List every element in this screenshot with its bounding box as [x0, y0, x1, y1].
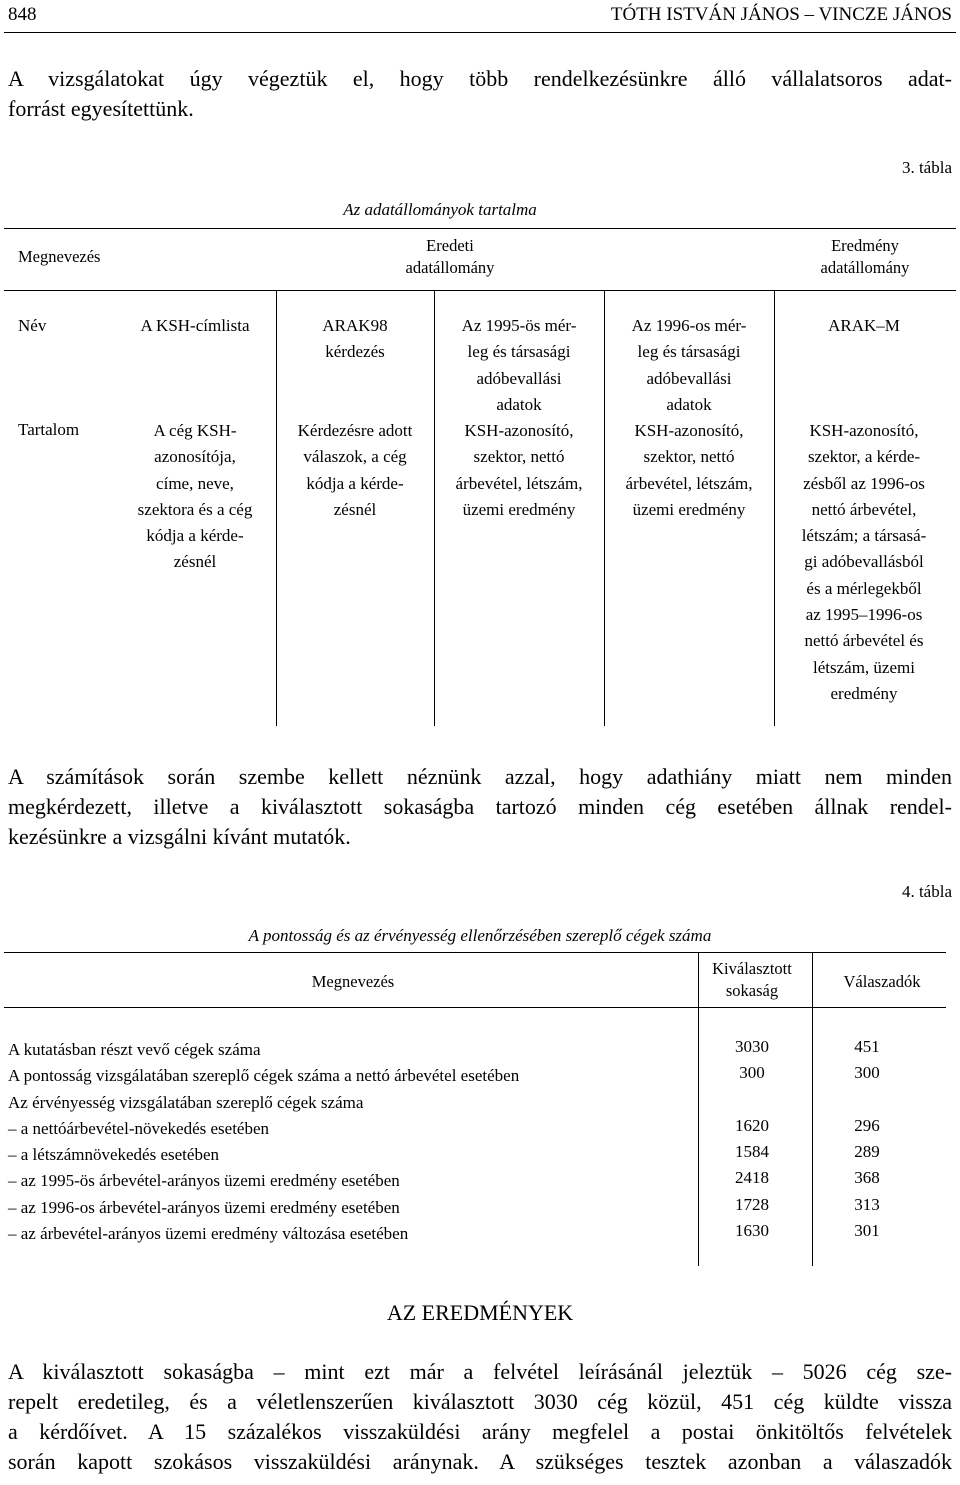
cell-nev-arak-m: ARAK–M: [828, 316, 900, 335]
table-row-label: – a létszámnövekedés esetében: [8, 1145, 219, 1164]
table-4-title: A pontosság és az érvényesség ellenőrzésében szereplő cégek száma: [248, 926, 712, 945]
table-cell-kivalasztott: 1620: [735, 1116, 769, 1135]
table-3-label: 3. tábla: [901, 158, 952, 177]
table-row-label: – az 1995-ös árbevétel-arányos üzemi eredmény esetében: [8, 1171, 400, 1190]
table-cell-valaszadok: 300: [854, 1063, 880, 1082]
table-cell-kivalasztott: 300: [739, 1063, 765, 1082]
final-line: A kiválasztott sokaságba – mint ezt már a felvétel leírásánál jeleztük – 5026 cég sze-: [8, 1359, 952, 1384]
cell-nev-1996: Az 1996-os mér- leg és társasági adóbevallási adatok: [631, 316, 747, 414]
table-4-col-megnevezes: Megnevezés: [311, 972, 395, 991]
cell-nev-ksh-cimlista: A KSH-címlista: [140, 316, 250, 335]
table-3-header-rule: [4, 290, 956, 291]
table-3-top-rule: [4, 228, 956, 229]
cell-tartalom-arak98: Kérdezésre adott válaszok, a cég kódja a kérde- zésnél: [297, 421, 413, 519]
intro-line: forrást egyesítettünk.: [8, 96, 194, 121]
cell-nev-arak98: ARAK98 kérdezés: [322, 316, 388, 362]
middle-line: A számítások során szembe kellett néznünk azzal, hogy adathiány miatt nem minden: [8, 764, 952, 789]
column-separator: [276, 290, 277, 726]
cell-tartalom-1995: KSH-azonosító, szektor, nettó árbevétel, létszám, üzemi eredmény: [455, 421, 583, 519]
cell-tartalom-arak-m: KSH-azonosító, szektor, a kérde- zésből az 1996-os nettó árbevétel, létszám; a társasá- gi adóbevallásból és a mérlegekből az 1995–1996-os nettó árbevétel és létszám, üzemi eredmény: [801, 421, 927, 703]
table-row-label: – az 1996-os árbevétel-arányos üzemi eredmény esetében: [8, 1198, 400, 1217]
table-cell-kivalasztott: 3030: [735, 1037, 769, 1056]
table-cell-valaszadok: 368: [854, 1168, 880, 1187]
final-line: során kapott szokásos visszaküldési aránynak. A szükséges tesztek azonban a válaszadók: [8, 1449, 952, 1474]
table-cell-kivalasztott: 1630: [735, 1221, 769, 1240]
middle-paragraph: [8, 762, 952, 852]
header-rule: [4, 32, 956, 33]
column-separator: [812, 952, 813, 1266]
table-3-title: Az adatállományok tartalma: [343, 200, 537, 219]
table-3-col-megnevezes: Megnevezés: [18, 247, 101, 266]
table-cell-valaszadok: 313: [854, 1195, 880, 1214]
final-line: repelt eredetileg, és a véletlenszerűen kiválasztott 3030 cég közül, 451 cég küldte vissza: [8, 1389, 952, 1414]
table-cell-kivalasztott: 1728: [735, 1195, 769, 1214]
row-label-nev: Név: [18, 316, 47, 335]
final-line: a kérdőívet. A 15 százalékos visszaküldési arány megfelel a postai önkitöltős felvételek: [8, 1419, 952, 1444]
table-4-header-rule: [4, 1007, 946, 1008]
table-4-col-valaszadok: Válaszadók: [843, 972, 921, 991]
table-cell-kivalasztott: 1584: [735, 1142, 769, 1161]
final-paragraph: [8, 1357, 952, 1477]
page-number: 848: [8, 4, 37, 25]
table-row-label: – az árbevétel-arányos üzemi eredmény változása esetében: [8, 1224, 409, 1243]
column-separator: [434, 290, 435, 726]
column-separator: [604, 290, 605, 726]
intro-paragraph: [8, 64, 952, 124]
column-separator: [698, 952, 699, 1266]
table-cell-valaszadok: 296: [854, 1116, 880, 1135]
table-4-label: 4. tábla: [901, 882, 952, 901]
table-3-col-eredmeny: Eredmény adatállomány: [820, 236, 910, 277]
table-row-label: A kutatásban részt vevő cégek száma: [8, 1040, 261, 1059]
running-header-authors: TÓTH ISTVÁN JÁNOS – VINCZE JÁNOS: [610, 4, 952, 25]
table-row-label: Az érvényesség vizsgálatában szereplő cégek száma: [8, 1093, 364, 1112]
cell-tartalom-ksh-cimlista: A cég KSH- azonosítója, címe, neve, szektora és a cég kódja a kérde- zésnél: [137, 421, 253, 572]
table-cell-valaszadok: 301: [854, 1221, 880, 1240]
table-row-label: A pontosság vizsgálatában szereplő cégek száma a nettó árbevétel esetében: [8, 1066, 520, 1085]
cell-tartalom-1996: KSH-azonosító, szektor, nettó árbevétel, létszám, üzemi eredmény: [625, 421, 753, 519]
row-label-tartalom: Tartalom: [18, 420, 80, 439]
table-4-top-rule: [4, 952, 946, 953]
section-heading: AZ EREDMÉNYEK: [386, 1300, 574, 1325]
table-cell-kivalasztott: 2418: [735, 1168, 769, 1187]
table-cell-valaszadok: 289: [854, 1142, 880, 1161]
column-separator: [774, 290, 775, 726]
middle-line: kezésünkre a vizsgálni kívánt mutatók.: [8, 824, 351, 849]
table-row-label: – a nettóárbevétel-növekedés esetében: [8, 1119, 270, 1138]
middle-line: megkérdezett, illetve a kiválasztott sokaságba tartozó minden cég esetében állnak rendel-: [8, 794, 952, 819]
table-4-col-kivalasztott: Kiválasztott sokaság: [712, 959, 792, 1000]
table-3-col-eredeti: Eredeti adatállomány: [405, 236, 495, 277]
cell-nev-1995: Az 1995-ös mér- leg és társasági adóbevallási adatok: [461, 316, 577, 414]
table-cell-valaszadok: 451: [854, 1037, 880, 1056]
intro-line: A vizsgálatokat úgy végeztük el, hogy több rendelkezésünkre álló vállalatsoros adat-: [8, 66, 952, 91]
